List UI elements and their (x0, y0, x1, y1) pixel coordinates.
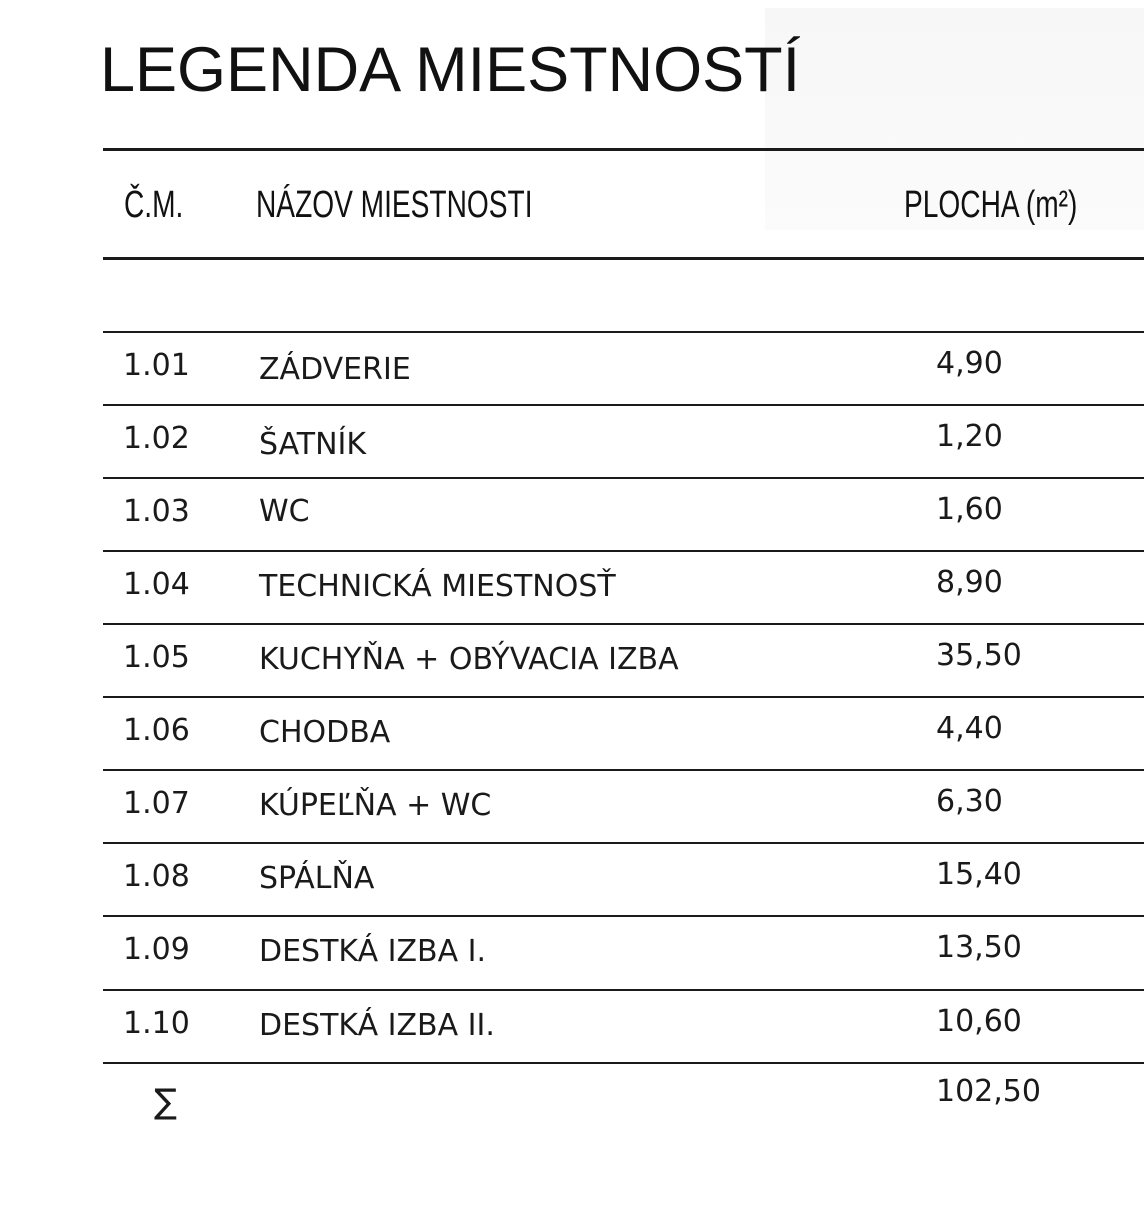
room-name: TECHNICKÁ MIESTNOSŤ (259, 569, 616, 604)
room-name: DESTKÁ IZBA II. (259, 1008, 495, 1043)
room-name: DESTKÁ IZBA I. (259, 934, 487, 969)
total-area: 102,50 (936, 1074, 1041, 1109)
room-number: 1.02 (123, 421, 190, 456)
room-number: 1.07 (123, 786, 190, 821)
room-area: 15,40 (936, 857, 1022, 892)
room-name: WC (259, 494, 310, 529)
table-row (0, 697, 1144, 769)
column-header-name: NÁZOV MIESTNOSTI (256, 184, 533, 226)
room-number: 1.01 (123, 348, 190, 383)
room-area: 4,40 (936, 711, 1003, 746)
room-area: 8,90 (936, 565, 1003, 600)
header-top-rule (103, 148, 1144, 151)
table-row (0, 332, 1144, 404)
table-row (0, 916, 1144, 988)
table-row (0, 551, 1144, 623)
column-header-area: PLOCHA (m²) (904, 184, 1078, 226)
room-name: KÚPEĽŇA + WC (259, 788, 492, 823)
room-area: 1,20 (936, 419, 1003, 454)
table-row (0, 478, 1144, 550)
room-name: CHODBA (259, 715, 391, 750)
room-number: 1.04 (123, 567, 190, 602)
room-name: KUCHYŇA + OBÝVACIA IZBA (259, 642, 679, 677)
room-number: 1.03 (123, 494, 190, 529)
room-number: 1.05 (123, 640, 190, 675)
table-row (0, 405, 1144, 477)
room-area: 35,50 (936, 638, 1022, 673)
table-row (0, 843, 1144, 915)
room-number: 1.06 (123, 713, 190, 748)
table-row (0, 624, 1144, 696)
header-bottom-rule (103, 257, 1144, 260)
table-row (0, 770, 1144, 842)
table-row (0, 990, 1144, 1062)
room-name: SPÁLŇA (259, 861, 375, 896)
total-rule (103, 1062, 1144, 1064)
room-area: 4,90 (936, 346, 1003, 381)
room-name: ZÁDVERIE (259, 352, 411, 387)
room-number: 1.10 (123, 1006, 190, 1041)
room-area: 13,50 (936, 930, 1022, 965)
room-area: 6,30 (936, 784, 1003, 819)
room-name: ŠATNÍK (259, 427, 367, 462)
room-number: 1.08 (123, 859, 190, 894)
room-number: 1.09 (123, 932, 190, 967)
room-area: 10,60 (936, 1004, 1022, 1039)
sum-symbol: ∑ (154, 1082, 177, 1122)
legend-title: LEGENDA MIESTNOSTÍ (100, 35, 801, 105)
column-header-number: Č.M. (124, 184, 184, 226)
room-area: 1,60 (936, 492, 1003, 527)
